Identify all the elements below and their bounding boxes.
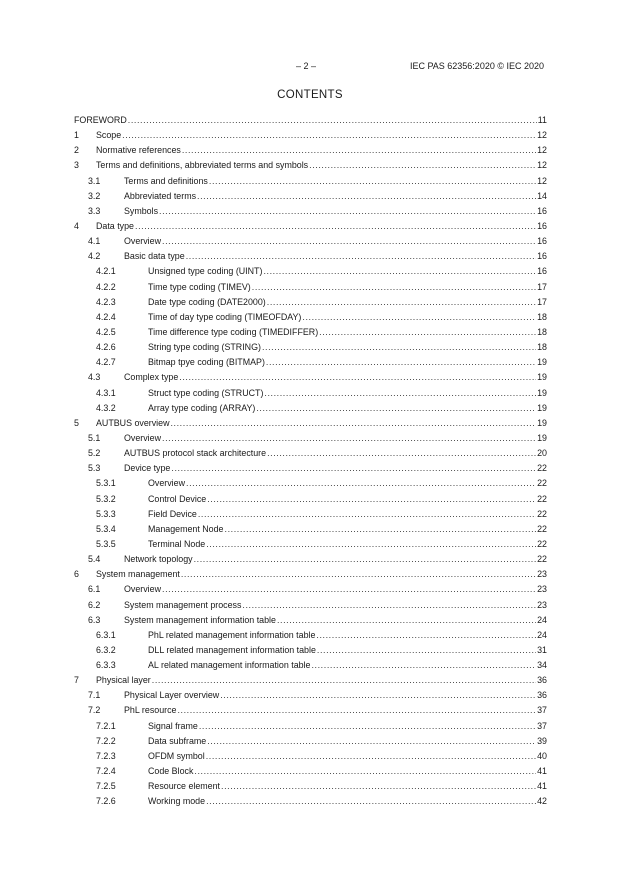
toc-entry-title: Terms and definitions, abbreviated terms and symbols	[96, 160, 309, 171]
toc-entry-page: 36	[537, 690, 547, 701]
toc-entry-title: Overview	[124, 236, 161, 247]
toc-entry-line	[124, 234, 547, 249]
toc-entry-line	[148, 794, 547, 809]
toc-entry-line	[148, 325, 547, 340]
toc-entry-number: 5.3.1	[96, 478, 116, 489]
toc-dot-leader	[162, 234, 536, 249]
toc-entry-number: 4.2.6	[96, 342, 116, 353]
toc-entry-line	[124, 582, 547, 597]
toc-dot-leader	[206, 749, 536, 764]
toc-entry-number: 7.2.4	[96, 766, 116, 777]
toc-entry[interactable]	[74, 461, 547, 476]
toc-entry-page: 23	[537, 569, 547, 580]
toc-entry-title: Control Device	[148, 493, 207, 504]
toc-entry[interactable]	[74, 582, 547, 597]
toc-entry-title: System management process	[124, 599, 242, 610]
toc-entry[interactable]	[74, 370, 547, 385]
toc-entry[interactable]	[74, 386, 547, 401]
toc-entry-title: AUTBUS overview	[96, 417, 170, 428]
toc-entry-line	[148, 537, 547, 552]
toc-entry[interactable]	[74, 158, 547, 173]
toc-entry-line	[96, 416, 547, 431]
toc-entry[interactable]	[74, 598, 547, 613]
toc-entry-number: 7.2	[88, 705, 101, 716]
toc-entry-number: 4.2.7	[96, 357, 116, 368]
toc-entry-line	[124, 461, 547, 476]
toc-entry-line	[124, 189, 547, 204]
toc-entry-page: 42	[537, 796, 547, 807]
toc-entry-line	[124, 688, 547, 703]
toc-entry-line	[148, 764, 547, 779]
toc-entry[interactable]	[74, 703, 547, 718]
toc-entry-line	[124, 446, 547, 461]
toc-entry-title: System management information table	[124, 614, 276, 625]
toc-dot-leader	[198, 507, 536, 522]
toc-entry-line	[124, 703, 547, 718]
toc-entry-title: PhL related management information table	[148, 629, 316, 640]
toc-dot-leader	[302, 310, 536, 325]
toc-entry-page: 16	[537, 205, 547, 216]
toc-dot-leader	[199, 719, 536, 734]
toc-entry-number: 7.1	[88, 690, 101, 701]
toc-dot-leader	[263, 264, 536, 279]
toc-entry-number: 6.3.3	[96, 660, 116, 671]
toc-entry-number: 4.2.4	[96, 311, 116, 322]
toc-entry[interactable]	[74, 325, 547, 340]
toc-dot-leader	[122, 128, 536, 143]
toc-entry-page: 22	[537, 554, 547, 565]
toc-entry[interactable]	[74, 431, 547, 446]
toc-entry[interactable]	[74, 719, 547, 734]
toc-entry-number: 5.3.2	[96, 493, 116, 504]
toc-dot-leader	[186, 249, 536, 264]
toc-entry-line	[148, 340, 547, 355]
toc-dot-leader	[179, 370, 536, 385]
toc-entry-title: Unsigned type coding (UINT)	[148, 266, 263, 277]
toc-entry-number: 6.3.1	[96, 629, 116, 640]
toc-entry-title: OFDM symbol	[148, 750, 205, 761]
toc-entry-number: 5.3.5	[96, 538, 116, 549]
toc-entry-page: 12	[537, 130, 547, 141]
toc-entry-line	[96, 158, 547, 173]
table-of-contents	[74, 113, 547, 809]
toc-dot-leader	[182, 143, 536, 158]
toc-entry-line	[148, 749, 547, 764]
toc-entry-title: Complex type	[124, 372, 179, 383]
toc-dot-leader	[209, 174, 536, 189]
toc-entry[interactable]	[74, 476, 547, 491]
toc-entry-page: 18	[537, 326, 547, 337]
toc-dot-leader	[206, 537, 536, 552]
toc-entry-page: 19	[537, 372, 547, 383]
toc-entry-number: 7.2.3	[96, 750, 116, 761]
toc-dot-leader	[181, 567, 536, 582]
toc-entry-page: 23	[537, 599, 547, 610]
toc-entry-line	[148, 280, 547, 295]
toc-entry-number: 6.2	[88, 599, 101, 610]
toc-entry-page: 34	[537, 660, 547, 671]
toc-entry-page: 31	[537, 644, 547, 655]
toc-entry-page: 16	[537, 220, 547, 231]
toc-entry[interactable]	[74, 249, 547, 264]
toc-entry-title: Terms and definitions	[124, 175, 208, 186]
toc-entry[interactable]	[74, 340, 547, 355]
toc-entry-page: 16	[537, 266, 547, 277]
toc-entry-page: 17	[537, 296, 547, 307]
toc-entry-page: 17	[537, 281, 547, 292]
toc-dot-leader	[177, 703, 536, 718]
toc-entry-title: Scope	[96, 130, 122, 141]
toc-entry[interactable]	[74, 628, 547, 643]
toc-dot-leader	[206, 794, 536, 809]
toc-entry-title: Symbols	[124, 205, 159, 216]
toc-entry[interactable]	[74, 688, 547, 703]
toc-entry-number: 3.2	[88, 190, 101, 201]
toc-entry[interactable]	[74, 658, 547, 673]
toc-entry[interactable]	[74, 143, 547, 158]
toc-entry-number: 7	[74, 675, 79, 686]
toc-dot-leader	[159, 204, 536, 219]
toc-entry-title: Working mode	[148, 796, 206, 807]
toc-entry-page: 12	[537, 175, 547, 186]
toc-entry-line	[148, 779, 547, 794]
toc-dot-leader	[262, 340, 536, 355]
toc-entry-title: FOREWORD	[74, 115, 127, 125]
toc-entry-page: 18	[537, 342, 547, 353]
toc-entry-title: Time type coding (TIMEV)	[148, 281, 251, 292]
toc-entry-page: 18	[537, 311, 547, 322]
toc-entry-page: 37	[537, 705, 547, 716]
toc-entry[interactable]	[74, 310, 547, 325]
toc-entry-title: Normative references	[96, 145, 181, 156]
toc-entry-line	[124, 598, 547, 613]
toc-entry-page: 22	[537, 508, 547, 519]
toc-dot-leader	[197, 189, 536, 204]
toc-entry[interactable]	[74, 673, 547, 688]
toc-entry-line	[124, 370, 547, 385]
toc-entry[interactable]	[74, 764, 547, 779]
toc-dot-leader	[277, 613, 536, 628]
toc-entry-page: 36	[537, 675, 547, 686]
toc-dot-leader	[152, 673, 536, 688]
toc-entry-line	[96, 219, 547, 234]
toc-entry-number: 6.3.2	[96, 644, 116, 655]
toc-entry-page: 40	[537, 750, 547, 761]
toc-dot-leader	[309, 158, 536, 173]
toc-entry-line	[148, 386, 547, 401]
toc-entry-line	[124, 431, 547, 446]
toc-entry-title: Overview	[124, 584, 161, 595]
toc-dot-leader	[311, 658, 536, 673]
toc-entry-title: Time of day type coding (TIMEOFDAY)	[148, 311, 302, 322]
toc-entry[interactable]	[74, 113, 547, 128]
toc-entry-page: 12	[537, 145, 547, 156]
toc-dot-leader	[220, 688, 536, 703]
toc-entry[interactable]	[74, 416, 547, 431]
toc-entry-number: 4.2.3	[96, 296, 116, 307]
toc-entry-page: 24	[537, 629, 547, 640]
toc-entry-line	[148, 492, 547, 507]
toc-entry-title: String type coding (STRING)	[148, 342, 261, 353]
toc-entry-number: 3	[74, 160, 79, 171]
toc-entry-number: 4.3	[88, 372, 101, 383]
toc-entry-page: 41	[537, 781, 547, 792]
toc-entry-title: Data type	[96, 220, 134, 231]
toc-entry[interactable]	[74, 189, 547, 204]
toc-entry-number: 1	[74, 130, 79, 141]
toc-entry[interactable]	[74, 280, 547, 295]
toc-entry-title: Overview	[148, 478, 185, 489]
toc-dot-leader	[194, 552, 537, 567]
toc-entry-line	[124, 174, 547, 189]
toc-entry-page: 16	[537, 251, 547, 262]
toc-entry-title: AL related management information table	[148, 660, 311, 671]
contents-title: CONTENTS	[277, 89, 343, 101]
toc-entry-page: 37	[537, 720, 547, 731]
toc-entry-page: 22	[537, 523, 547, 534]
toc-entry-line	[148, 719, 547, 734]
toc-entry-title: Struct type coding (STRUCT)	[148, 387, 264, 398]
toc-entry-line	[148, 355, 547, 370]
toc-entry-title: Array type coding (ARRAY)	[148, 402, 256, 413]
toc-dot-leader	[264, 386, 536, 401]
toc-entry-number: 3.1	[88, 175, 101, 186]
toc-dot-leader	[171, 461, 536, 476]
toc-entry[interactable]	[74, 295, 547, 310]
toc-entry-number: 4.2.2	[96, 281, 116, 292]
toc-entry[interactable]	[74, 234, 547, 249]
page-header	[0, 61, 620, 73]
toc-entry-number: 5.3.3	[96, 508, 116, 519]
toc-entry-page: 22	[537, 478, 547, 489]
toc-dot-leader	[135, 219, 536, 234]
toc-entry[interactable]	[74, 522, 547, 537]
toc-entry[interactable]	[74, 537, 547, 552]
toc-entry-number: 4.2.1	[96, 266, 116, 277]
toc-entry-title: Time difference type coding (TIMEDIFFER)	[148, 326, 319, 337]
toc-entry-line	[124, 204, 547, 219]
toc-dot-leader	[266, 355, 536, 370]
toc-entry-page: 11	[537, 115, 547, 125]
toc-entry-page: 39	[537, 735, 547, 746]
toc-dot-leader	[207, 492, 536, 507]
toc-entry-title: Network topology	[124, 554, 193, 565]
toc-entry[interactable]	[74, 446, 547, 461]
toc-entry-line	[148, 264, 547, 279]
toc-entry-number: 7.2.6	[96, 796, 116, 807]
toc-entry-title: Management Node	[148, 523, 224, 534]
toc-entry-page: 12	[537, 160, 547, 171]
toc-entry-line	[148, 295, 547, 310]
toc-dot-leader	[194, 764, 536, 779]
toc-entry-page: 22	[537, 538, 547, 549]
toc-entry-number: 4	[74, 220, 79, 231]
toc-entry-line	[124, 249, 547, 264]
toc-entry-title: DLL related management information table	[148, 644, 316, 655]
toc-dot-leader	[225, 522, 537, 537]
toc-entry-line	[124, 613, 547, 628]
toc-entry-number: 2	[74, 145, 79, 156]
toc-entry-number: 5.4	[88, 554, 101, 565]
toc-entry[interactable]	[74, 264, 547, 279]
toc-entry[interactable]	[74, 567, 547, 582]
toc-dot-leader	[128, 113, 537, 128]
toc-entry[interactable]	[74, 174, 547, 189]
toc-entry-title: Abbreviated terms	[124, 190, 197, 201]
toc-dot-leader	[252, 280, 536, 295]
toc-entry-number: 5.1	[88, 432, 101, 443]
toc-entry-page: 22	[537, 463, 547, 474]
toc-entry-number: 7.2.2	[96, 735, 116, 746]
toc-entry-number: 6.3	[88, 614, 101, 625]
toc-dot-leader	[162, 582, 536, 597]
toc-entry-title: Data subframe	[148, 735, 207, 746]
toc-entry[interactable]	[74, 401, 547, 416]
toc-entry-title: Signal frame	[148, 720, 198, 731]
toc-entry-page: 19	[537, 357, 547, 368]
toc-entry-page: 24	[537, 614, 547, 625]
page-number: – 2 –	[296, 61, 317, 71]
toc-entry-line	[148, 476, 547, 491]
toc-entry-number: 4.3.2	[96, 402, 116, 413]
toc-entry-page: 41	[537, 766, 547, 777]
toc-dot-leader	[316, 628, 536, 643]
toc-entry-title: Bitmap tpye coding (BITMAP)	[148, 357, 265, 368]
toc-entry-line	[148, 522, 547, 537]
toc-dot-leader	[242, 598, 536, 613]
toc-dot-leader	[256, 401, 536, 416]
toc-entry-line	[96, 128, 547, 143]
toc-entry-number: 7.2.1	[96, 720, 116, 731]
toc-entry-line	[148, 507, 547, 522]
toc-entry-number: 4.2	[88, 251, 101, 262]
toc-entry-title: PhL resource	[124, 705, 177, 716]
toc-entry-line	[148, 734, 547, 749]
document-reference: IEC PAS 62356:2020 © IEC 2020	[409, 61, 544, 71]
toc-entry-title: Physical Layer overview	[124, 690, 220, 701]
toc-entry-page: 20	[537, 448, 547, 459]
toc-entry-number: 4.2.5	[96, 326, 116, 337]
toc-entry-title: Terminal Node	[148, 538, 206, 549]
toc-dot-leader	[162, 431, 536, 446]
toc-entry-number: 4.1	[88, 236, 101, 247]
toc-entry-title: Device type	[124, 463, 171, 474]
toc-entry-line	[96, 567, 547, 582]
toc-dot-leader	[186, 476, 536, 491]
toc-entry[interactable]	[74, 643, 547, 658]
toc-entry-line	[124, 552, 547, 567]
toc-dot-leader	[267, 295, 536, 310]
toc-entry-title: Resource element	[148, 781, 221, 792]
toc-entry[interactable]	[74, 492, 547, 507]
toc-entry-title: Code Block	[148, 766, 194, 777]
toc-entry[interactable]	[74, 552, 547, 567]
toc-entry-page: 19	[537, 417, 547, 428]
toc-entry-title: AUTBUS protocol stack architecture	[124, 448, 267, 459]
toc-entry-title: Date type coding (DATE2000)	[148, 296, 266, 307]
toc-entry[interactable]	[74, 355, 547, 370]
toc-entry-number: 4.3.1	[96, 387, 116, 398]
toc-entry-title: Field Device	[148, 508, 197, 519]
toc-entry-page: 19	[537, 402, 547, 413]
toc-entry-line	[148, 658, 547, 673]
toc-entry-line	[148, 401, 547, 416]
toc-dot-leader	[319, 325, 536, 340]
toc-entry-line	[96, 673, 547, 688]
toc-dot-leader	[221, 779, 536, 794]
toc-entry[interactable]	[74, 794, 547, 809]
toc-dot-leader	[207, 734, 536, 749]
toc-entry-number: 6.1	[88, 584, 101, 595]
toc-entry[interactable]	[74, 219, 547, 234]
toc-entry-page: 23	[537, 584, 547, 595]
toc-dot-leader	[317, 643, 536, 658]
toc-entry[interactable]	[74, 128, 547, 143]
toc-entry[interactable]	[74, 204, 547, 219]
toc-entry-number: 5.3.4	[96, 523, 116, 534]
toc-entry[interactable]	[74, 734, 547, 749]
toc-entry[interactable]	[74, 613, 547, 628]
toc-entry-number: 3.3	[88, 205, 101, 216]
toc-entry[interactable]	[74, 779, 547, 794]
toc-entry-number: 5.2	[88, 448, 101, 459]
toc-entry-title: Overview	[124, 432, 161, 443]
toc-entry-page: 19	[537, 387, 547, 398]
toc-entry-line	[148, 310, 547, 325]
toc-entry-number: 5.3	[88, 463, 101, 474]
toc-entry-page: 16	[537, 236, 547, 247]
toc-entry[interactable]	[74, 507, 547, 522]
toc-entry-title: Physical layer	[96, 675, 151, 686]
toc-entry-page: 19	[537, 432, 547, 443]
toc-entry-line	[74, 113, 547, 128]
toc-entry-title: System management	[96, 569, 180, 580]
toc-entry-number: 6	[74, 569, 79, 580]
toc-entry-page: 14	[537, 190, 547, 201]
toc-entry-line	[96, 143, 547, 158]
toc-entry-line	[148, 628, 547, 643]
toc-dot-leader	[170, 416, 536, 431]
toc-dot-leader	[267, 446, 536, 461]
toc-entry[interactable]	[74, 749, 547, 764]
toc-entry-title: Basic data type	[124, 251, 185, 262]
toc-entry-number: 5	[74, 417, 79, 428]
toc-entry-number: 7.2.5	[96, 781, 116, 792]
toc-entry-page: 22	[537, 493, 547, 504]
toc-entry-line	[148, 643, 547, 658]
